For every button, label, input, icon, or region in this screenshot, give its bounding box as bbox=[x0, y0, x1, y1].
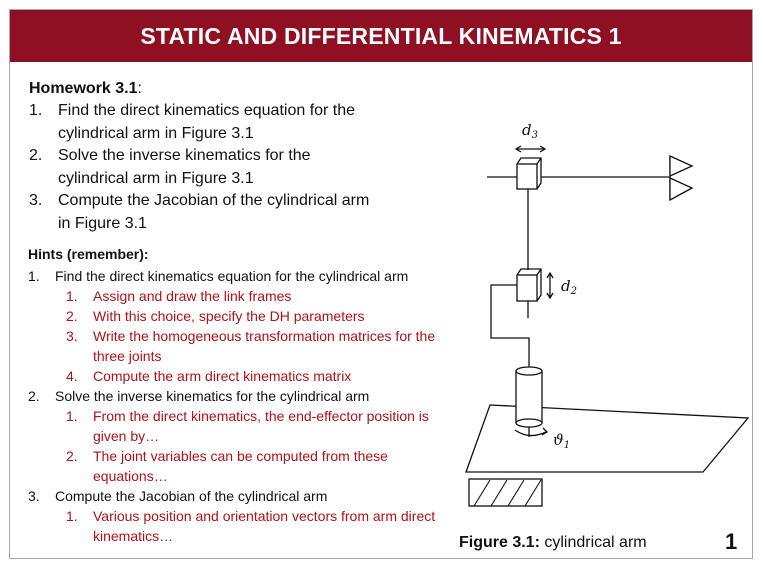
hint-subitem-text: From the direct kinematics, the end-effector position is given by… bbox=[93, 408, 429, 444]
label-d2: $d_2$ bbox=[561, 277, 577, 297]
slide-title bbox=[10, 10, 752, 62]
hint-subitem bbox=[66, 446, 458, 486]
hint-item-text: Solve the inverse kinematics for the cylindrical arm bbox=[55, 388, 370, 404]
base-cylinder-bottom bbox=[516, 419, 542, 427]
figure-caption bbox=[459, 534, 647, 552]
hint-subitem-text: Write the homogeneous transformation matrices for the three joints bbox=[93, 328, 436, 364]
page-number: 1 bbox=[725, 529, 738, 554]
homework-item bbox=[29, 190, 374, 235]
hint-subitem-text: The joint variables can be computed from these equations… bbox=[93, 448, 388, 484]
figure-caption-label: Figure 3.1: bbox=[459, 534, 540, 551]
homework-item bbox=[29, 100, 374, 145]
hint-subitem-number: 2. bbox=[66, 308, 78, 324]
hint-subitem bbox=[66, 306, 458, 326]
hint-subitem bbox=[66, 506, 458, 546]
slide-title-text: STATIC AND DIFFERENTIAL KINEMATICS 1 bbox=[140, 22, 622, 49]
d2-arrow bbox=[547, 273, 553, 298]
gripper bbox=[670, 156, 692, 200]
cylindrical-arm-figure bbox=[460, 108, 750, 528]
label-theta1: $ϑ_1$ bbox=[553, 431, 571, 451]
d3-arrow bbox=[516, 146, 545, 152]
homework-item-number: 2. bbox=[29, 147, 43, 164]
homework-item-number: 3. bbox=[29, 192, 43, 209]
base-cylinder bbox=[516, 371, 542, 423]
hint-item bbox=[28, 386, 458, 486]
homework-item-number: 1. bbox=[29, 102, 43, 119]
base-cylinder-top bbox=[516, 367, 542, 375]
hint-sublist bbox=[66, 506, 458, 546]
hint-subitem-number: 1. bbox=[66, 288, 78, 304]
hints-list bbox=[28, 266, 458, 546]
hint-subitem-number: 1. bbox=[66, 508, 78, 524]
hint-item-number: 1. bbox=[28, 268, 40, 284]
hint-subitem-text: Various position and orientation vectors from arm direct kinematics… bbox=[93, 508, 436, 544]
hint-subitem bbox=[66, 326, 458, 366]
hint-subitem-text: Assign and draw the link frames bbox=[93, 288, 292, 304]
homework-list bbox=[29, 100, 374, 235]
hint-item-number: 3. bbox=[28, 488, 40, 504]
homework-heading-text: Homework 3.1 bbox=[29, 80, 138, 97]
joint-3-cube bbox=[517, 158, 541, 189]
hint-subitem-text: Compute the arm direct kinematics matrix bbox=[93, 368, 352, 384]
joint-2-cube bbox=[517, 269, 541, 301]
hint-subitem bbox=[66, 286, 458, 306]
hint-subitem bbox=[66, 406, 458, 446]
hint-item-text: Compute the Jacobian of the cylindrical arm bbox=[55, 488, 328, 504]
hint-item-text: Find the direct kinematics equation for the cylindrical arm bbox=[55, 268, 409, 284]
hint-sublist bbox=[66, 286, 458, 386]
hint-subitem-text: With this choice, specify the DH parameters bbox=[93, 308, 365, 324]
hints-heading: Hints (remember): bbox=[28, 246, 149, 262]
figure-caption-text: cylindrical arm bbox=[539, 534, 647, 551]
homework-item-text: Compute the Jacobian of the cylindrical arm in Figure 3.1 bbox=[58, 192, 370, 232]
hint-item bbox=[28, 266, 458, 386]
hint-subitem-number: 1. bbox=[66, 408, 78, 424]
hint-item-number: 2. bbox=[28, 388, 40, 404]
hint-sublist bbox=[66, 406, 458, 486]
hint-subitem-number: 3. bbox=[66, 328, 78, 344]
label-d3: $d_3$ bbox=[522, 121, 538, 141]
hint-item-body bbox=[55, 266, 458, 386]
hint-item bbox=[28, 486, 458, 546]
homework-heading bbox=[29, 80, 142, 98]
hint-subitem-number: 2. bbox=[66, 448, 78, 464]
hint-item-body bbox=[55, 386, 458, 486]
base-plate bbox=[466, 405, 748, 472]
homework-item bbox=[29, 145, 374, 190]
homework-item-text: Solve the inverse kinematics for the cylindrical arm in Figure 3.1 bbox=[58, 147, 311, 187]
hint-subitem-number: 4. bbox=[66, 368, 78, 384]
homework-item-text: Find the direct kinematics equation for the cylindrical arm in Figure 3.1 bbox=[58, 102, 356, 142]
hint-item-body bbox=[55, 486, 458, 546]
hint-subitem bbox=[66, 366, 458, 386]
homework-heading-colon: : bbox=[137, 80, 142, 97]
